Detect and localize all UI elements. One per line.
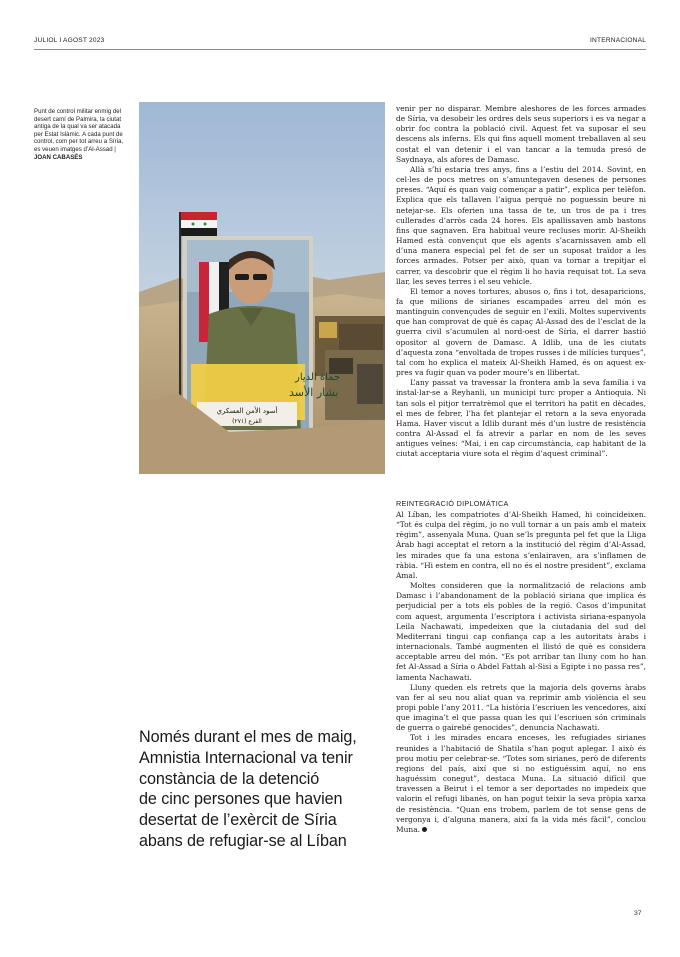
- article-paragraph: [396, 733, 646, 835]
- article-paragraph: venir per no disparar. Membre aleshores de les forces armades de Síria, va desobeir les ordres dels seus superiors i es va negar a obrir foc contra la població civil. Aquest fet va suposar el seu descens als inferns. Els qui fins aquell moment treballaven al seu costat el van detenir i el van tancar a la temuda presó de Saydnaya, als afores de Damasc.: [396, 104, 646, 164]
- article-paragraph: El temor a noves tortures, abusos o, fins i tot, desaparicions, fa que milions de sirianes escampades arreu del món es mantinguin convençudes de seguir en l’exili. Moltes supervivents que han comprovat de què és capaç Al-Assad des de l’esclat de la guerra civil s’acumulen al nord-oest de Síria, el darrer bastió opositor al govern de Damasc. A Idlib, una de les ciutats d’aquesta zona “envoltada de tropes russes i de milícies turques”, tal com ho explica el mateix Al-Sheikh Hamed, és on aquest ex-pres va fugir quan va poder moure’s en llibertat.: [396, 286, 646, 378]
- caption-text: Punt de control militar enmig del desert camí de Palmira, la ciutat antiga de la qual va ser atacada per Estat Islàmic. A cada punt de control, com per tot arreu a Síria, es veuen imatges d’Al-Assad |: [34, 108, 124, 153]
- pull-quote-line: Només durant el mes de maig,: [139, 728, 357, 746]
- billboard-text-1: حماة الديار: [295, 372, 341, 383]
- end-of-article-dot: [422, 827, 427, 832]
- pull-quote-line: de cinc persones que havien: [139, 790, 343, 809]
- section-subheading: REINTEGRACIÓ DIPLOMÀTICA: [396, 499, 509, 508]
- pull-quote-line: constància de la detenció: [139, 769, 320, 788]
- issue-date: JULIOL I AGOST 2023: [34, 37, 105, 44]
- photo-caption: [34, 108, 128, 161]
- article-column-lower: [396, 510, 646, 835]
- checkpoint-photo: [139, 102, 385, 474]
- pull-quote-line: desertat de l’exèrcit de Síria: [139, 811, 337, 830]
- billboard-text-4: الفرع (٢٧١): [232, 418, 262, 425]
- article-paragraph: Al Líban, les compatriotes d’Al-Sheikh Hamed, hi coincideixen. “Tot és culpa del règim, jo no vull tornar a un país amb el mateix règim”, assenyala Muna. Quan se’ls pregunta pel fet que la Lliga Àrab hagi acceptat el retorn a la institució del règim d’Al-Assad, les mirades que fa una estona s’enlairaven, ara s’inflamen de ràbia. “Hi estem en contra, ell no és el nostre president”, exclama Amal.: [396, 510, 646, 580]
- article-paragraph: Lluny queden els retrets que la majoria dels governs àrabs van fer al seu nou aliat quan va reprimir amb violència el seu propi poble l’any 2011. “La història l’escriuen les vencedores, així que imagina’t el que passa quan les qui l’escriuen són criminals de guerra o gairebé genocides”, denuncia Nachawati.: [396, 682, 646, 733]
- header-rule: [34, 49, 646, 50]
- billboard-text-3: أسود الأمن العسكري: [216, 407, 278, 415]
- billboard-text-2: بشار الأسد: [289, 386, 339, 399]
- section-name: INTERNACIONAL: [590, 37, 647, 44]
- pull-quote-line: Amnistia Internacional va tenir: [139, 748, 353, 767]
- checkpoint-photo-illustration: [139, 102, 385, 474]
- page-number: 37: [634, 910, 642, 917]
- article-paragraph: L’any passat va travessar la frontera amb la seva família i va instal·lar-se a Reyhanli, un municipi turc proper a Antioquia. Ni tan sols el pitjor terratrèmol que el territori ha patit en dècades, el mes de febrer, l’ha fet plantejar el retorn a la seva enyorada Hama. Haver viscut a Idlib durant més d’un lustre de resistència contra Al-Assad el fa atrevir a parlar en nom de les seves antigues veïnes: “Mai, i en cap circumstància, cap habitant de la ciutat acceptaria viure sota el règim d’aquest criminal”.: [396, 378, 646, 459]
- pull-quote: [139, 727, 389, 852]
- article-paragraph: Allà s’hi estaria tres anys, fins a l’estiu del 2014. Sovint, en cel·les de pocs metres on s’amuntegaven desenes de persones preses. “Aquí és quan vaig començar a patir”, explica per telèfon. Explica que els tallaven l’aigua perquè no poguessin beure ni netejar-se. Els oferien una tassa de te, un tros de pa i tres cullerades d’arròs cada 24 hores. Els apallissaven amb bastons fins que sagnaven. Era habitual veure recluses morir. Al-Sheikh Hamed està convençut que els agents s’acarnissaven amb ell d’una manera especial pel fet de ser un suposat traïdor a les forces armades. Potser per això, quan va tornar a trepitjar el carrer, va descobrir que el règim li ho havia requisat tot. La seva llar, les seves terres i el seu vehicle.: [396, 164, 646, 286]
- pull-quote-line: abans de refugiar-se al Líban: [139, 831, 347, 850]
- article-paragraph: Moltes consideren que la normalització de relacions amb Damasc i l’abandonament de la població siriana que implica és perjudicial per a tots els pobles de la regió. Casos d’impunitat com aquest, argumenta l’escriptora i activista siriana-espanyola Leila Nachawati, impedeixen que la ciutadania del sud del Mediterrani tingui cap confiança cap a les autoritats àrabs i internacionals. També augmenten el llistó de què es considera acceptable arreu del món. “Es pot arribar tan lluny com ho han fet Al-Assad a Síria o Abdel Fattah al-Sisi a Egipte i no passa res”, lamenta Nachawati.: [396, 581, 646, 682]
- photo-credit: JOAN CABASÉS: [34, 153, 83, 161]
- article-paragraph-text: Tot i les mirades encara enceses, les refugiades sirianes reunides a l’habitació de Shatila s’han pogut aplegar. I això és prou motiu per celebrar-se. “Totes som sirianes, però de diferents regions del país, així que si no estiguéssim aquí, no ens haguéssim conegut”, destaca Muna. La situació difícil que travessen a Beirut i el temor a ser deportades no impedeix que valorin el refugi libanès, on han pogut teixir la seva pròpia xarxa de resistència. “Quan ens trobem, parlem de tot sense gens de vergonya i, d’alguna manera, així fa la vida més fàcil”, conclou Muna.: [396, 733, 646, 834]
- article-column-upper: [396, 104, 646, 459]
